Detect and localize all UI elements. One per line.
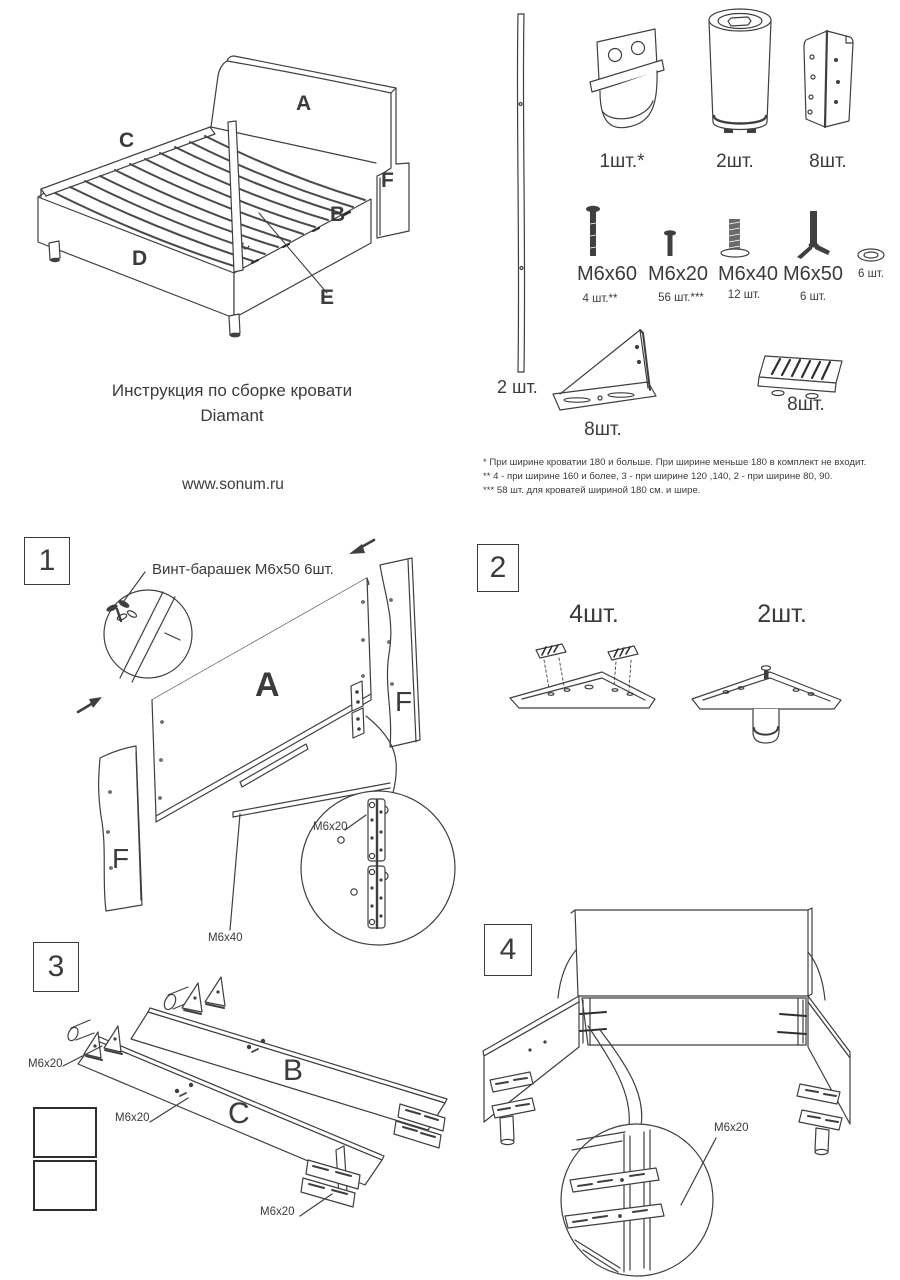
screw-size-m6x50: M6x50 [782,263,844,285]
cylinder-leg-qty-label: 2шт. [716,151,754,172]
step3-rail-c-label: C [228,1097,250,1130]
step4-m6x20-callout: M6x20 [714,1122,749,1134]
step2-number-box [477,544,519,592]
stud-m6x40-icon [721,219,749,257]
step1-f-left-label: F [112,843,130,874]
overview-label-a: A [296,92,312,115]
step2-corner-pad-illustration [510,644,655,708]
step3-number-box [33,942,79,992]
step2-left-qty-label: 4шт. [569,600,619,628]
wing-bolt-m6x50-icon [797,211,830,259]
screw-size-m6x40: M6x40 [717,263,779,285]
screw-qty-m6x60: 4 шт.** [582,293,618,305]
footnote-line-1: * При ширине кроватии 180 и больше. При ширине меньше 180 в комплект не входит. [483,457,867,468]
slat-part-illustration [517,14,524,372]
step3-rail-b-label: B [283,1054,304,1087]
screw-qty-m6x20: 56 шт.*** [658,292,704,304]
step3-m6x20-callout-2: M6x20 [115,1112,150,1124]
corner-angle-qty-label: 8шт. [809,151,847,172]
screw-size-m6x20: M6x20 [647,263,709,285]
doc-title-line2: Diamant [200,406,264,425]
step2-number: 2 [489,551,507,584]
website-text: www.sonum.ru [182,476,284,493]
step1-m6x20-callout: M6x20 [313,821,348,833]
step1-number-box [24,537,70,585]
velcro-pad-illustration [758,356,842,399]
step1-m6x40-callout: M6x40 [208,932,243,944]
step1-illustration [78,540,455,945]
step1-f-right-label: F [395,686,413,717]
slat-qty-label: 2 шт. [497,377,538,397]
footnote-line-3: *** 58 шт. для кроватей шириной 180 см. и шире. [483,485,701,496]
wing-bolt-callout: Винт-барашек М6х50 6шт. [152,561,334,578]
screw-qty-m6x50: 6 шт. [799,291,827,303]
screw-qty-m6x40: 12 шт. [727,289,761,301]
screw-m6x20-icon [664,230,676,256]
do-not-overtighten-warning-box [33,1160,97,1211]
center-bracket-qty-label: 1шт.* [599,151,645,172]
screw-depth-warning-box [33,1107,97,1158]
overview-label-d: D [132,247,148,270]
step3-m6x20-callout-3: M6x20 [260,1206,295,1218]
step4-number-box [484,924,532,976]
overview-label-c: C [119,129,135,152]
doc-title-line1: Инструкция по сборке кровати [111,381,353,400]
triangle-bracket-qty-label: 8шт. [584,419,622,440]
cylinder-leg-illustration [709,9,771,133]
bed-overview-illustration [38,56,409,337]
washer-icon [858,249,884,261]
corner-angle-bracket-illustration [804,31,853,127]
overview-label-e: E [320,286,335,309]
step2-corner-leg-illustration [692,666,841,743]
step1-number: 1 [38,544,56,577]
overview-label-b: B [330,203,346,226]
overview-label-f: F [381,169,394,192]
pad-qty-label: 8шт. [787,394,825,415]
footnote-line-2: ** 4 - при ширине 160 и более, 3 - при ширине 120 ,140, 2 - при ширине 80, 90. [483,471,833,482]
step3-rails-illustration [63,977,447,1216]
step4-number: 4 [499,933,517,966]
step3-number: 3 [47,950,65,983]
triangle-bracket-illustration [553,330,656,410]
step2-right-qty-label: 2шт. [757,600,807,628]
center-leg-bracket-illustration [590,29,664,128]
screw-size-m6x60: M6x60 [576,263,638,285]
washer-qty-label: 6 шт. [857,268,885,280]
step3-m6x20-callout-1: M6x20 [28,1058,63,1070]
bolt-m6x60-icon [586,206,600,256]
step1-panel-a-label: A [255,666,280,704]
step4-frame-illustration [483,908,850,1276]
